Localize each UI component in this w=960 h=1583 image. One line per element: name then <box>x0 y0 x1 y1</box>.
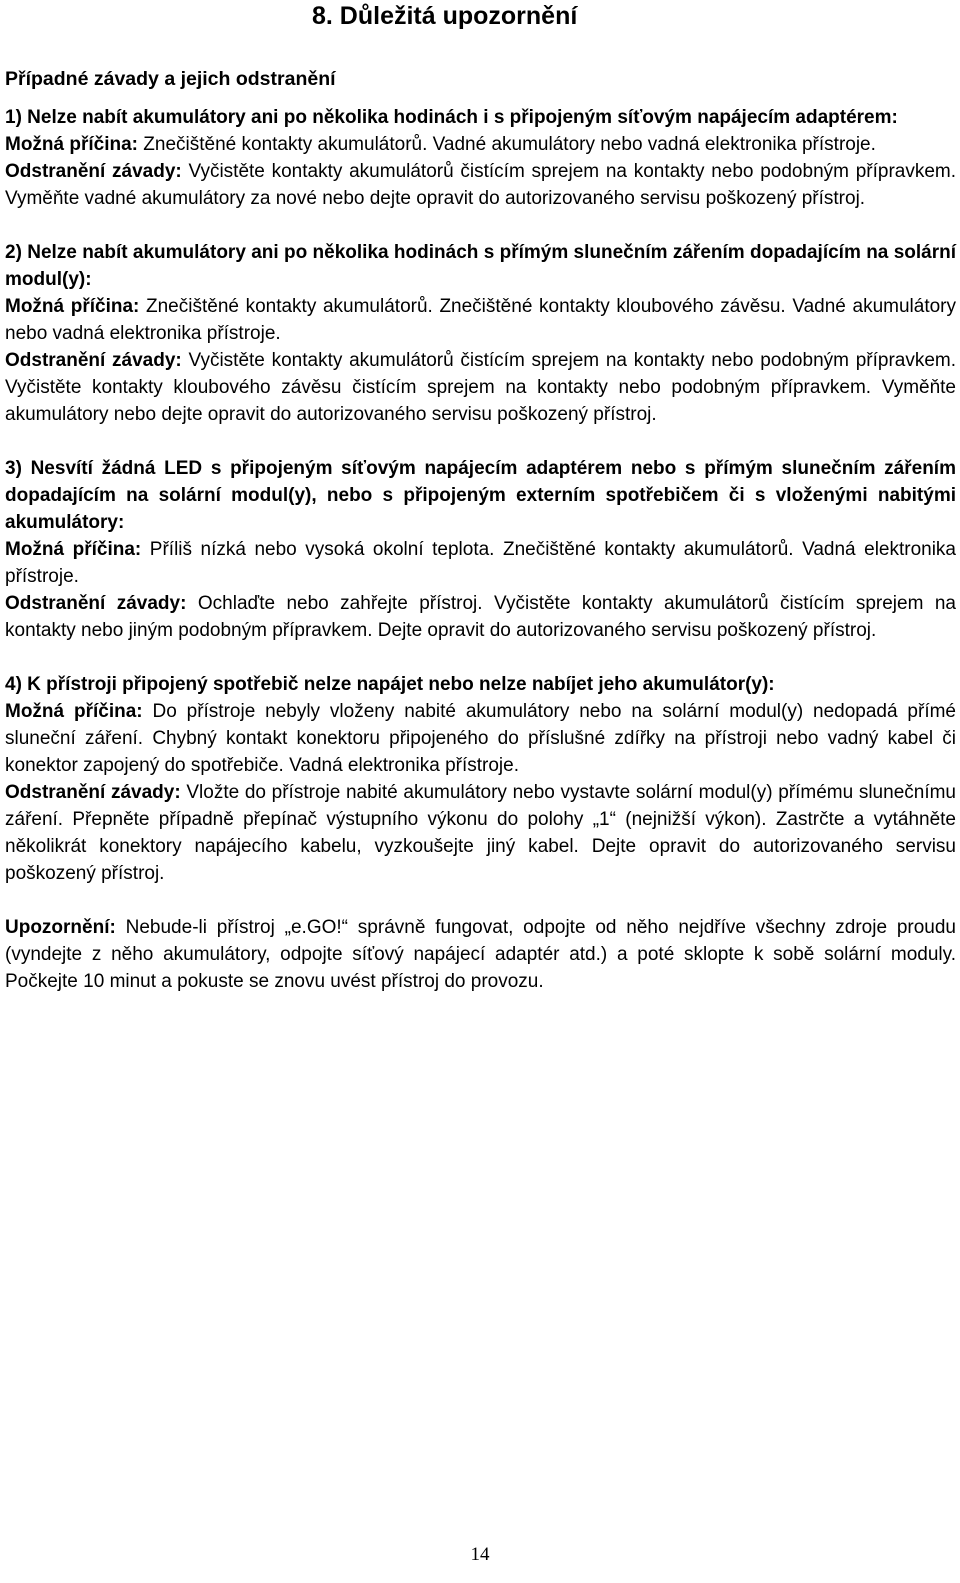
fix-label: Odstranění závady: <box>5 593 187 614</box>
section-heading: Případné závady a jejich odstranění <box>5 68 336 90</box>
cause-label: Možná příčina: <box>5 539 142 560</box>
fix-text: Vložte do přístroje nabité akumulátory nebo vystavte solární modul(y) přímému slunečnímu záření. Přepněte případně přepínač výstupního výkonu do polohy „1“ (nejnižší výkon). Zastrčte a vytáhněte několikrát konektory napájecího kabelu, vyzkoušejte jiný kabel. Dejte opravit do autorizovaného servisu poškozený přístroj. <box>5 782 956 884</box>
troubleshooting-item-4 <box>5 671 956 887</box>
cause-label: Možná příčina: <box>5 701 143 722</box>
fix-text: Vyčistěte kontakty akumulátorů čistícím sprejem na kontakty nebo podobným přípravkem. Vyčistěte kontakty kloubového závěsu čistícím sprejem na kontakty nebo podobným přípravkem. Vyměňte akumulátory nebo dejte opravit do autorizovaného servisu poškozený přístroj. <box>5 350 957 425</box>
warning-paragraph <box>5 914 956 995</box>
troubleshooting-item-1 <box>5 104 956 212</box>
page-number: 14 <box>470 1544 490 1565</box>
cause-text: Znečištěné kontakty akumulátorů. Vadné akumulátory nebo vadná elektronika přístroje. <box>138 134 876 155</box>
item-heading: 2) Nelze nabít akumulátory ani po několika hodinách s přímým slunečním zářením dopadajícím na solární modul(y): <box>5 242 956 290</box>
warning-text: Nebude-li přístroj „e.GO!“ správně fungovat, odpojte od něho nejdříve všechny zdroje proudu (vyndejte z něho akumulátory, odpojte síťový napájecí adaptér atd.) a poté sklopte k sobě solární moduly. Počkejte 10 minut a pokuste se znovu uvést přístroj do provozu. <box>5 917 956 992</box>
cause-text: Znečištěné kontakty akumulátorů. Znečištěné kontakty kloubového závěsu. Vadné akumulátory nebo vadná elektronika přístroje. <box>5 296 956 344</box>
cause-label: Možná příčina: <box>5 134 139 155</box>
warning-label: Upozornění: <box>5 917 116 938</box>
troubleshooting-item-2 <box>5 239 956 428</box>
cause-text: Do přístroje nebyly vloženy nabité akumulátory nebo na solární modul(y) nedopadá přímé sluneční záření. Chybný kontakt konektoru připojeného do příslušné zdířky na přístroji nebo vadný kabel či konektor zapojený do spotřebiče. Vadná elektronika přístroje. <box>5 701 956 776</box>
fix-text: Vyčistěte kontakty akumulátorů čistícím sprejem na kontakty nebo podobným přípravkem. Vyměňte vadné akumulátory za nové nebo dejte opravit do autorizovaného servisu poškozený přístroj. <box>5 161 957 209</box>
item-heading: 4) K přístroji připojený spotřebič nelze napájet nebo nelze nabíjet jeho akumulátor(y): <box>5 674 775 695</box>
fix-label: Odstranění závady: <box>5 782 181 803</box>
fix-label: Odstranění závady: <box>5 161 182 182</box>
fix-label: Odstranění závady: <box>5 350 182 371</box>
cause-label: Možná příčina: <box>5 296 140 317</box>
item-heading: 1) Nelze nabít akumulátory ani po několika hodinách i s připojeným síťovým napájecím adaptérem: <box>5 107 898 128</box>
page-title: 8. Důležitá upozornění <box>312 2 578 30</box>
troubleshooting-item-3 <box>5 455 956 644</box>
fix-text: Ochlaďte nebo zahřejte přístroj. Vyčistěte kontakty akumulátorů čistícím sprejem na kontakty nebo jiným podobným přípravkem. Dejte opravit do autorizovaného servisu poškozený přístroj. <box>5 593 956 641</box>
item-heading: 3) Nesvítí žádná LED s připojeným síťovým napájecím adaptérem nebo s přímým slunečním zářením dopadajícím na solární modul(y), nebo s připojeným externím spotřebičem či s vloženými nabitými akumulátory: <box>5 458 956 533</box>
cause-text: Příliš nízká nebo vysoká okolní teplota. Znečištěné kontakty akumulátorů. Vadná elektronika přístroje. <box>5 539 957 587</box>
document-body <box>5 104 956 1022</box>
